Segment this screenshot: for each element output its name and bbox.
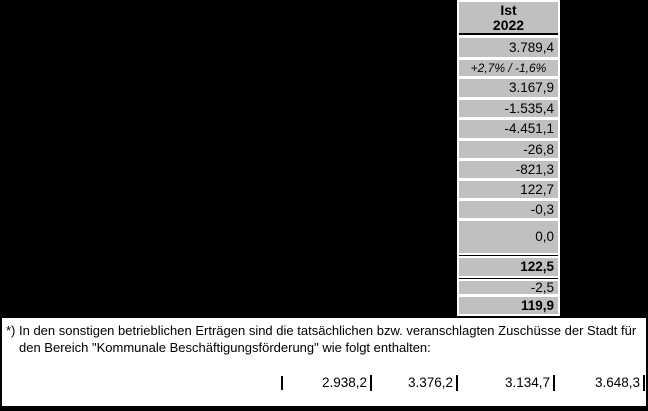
footnote-line1: *) In den sonstigen betrieblichen Erträgen sind die tatsächlichen bzw. veranschlagten Zuschüsse der Stadt für [6, 323, 637, 338]
footnote-value-4: 3.648,3 [555, 375, 645, 391]
value-cell: -26,8 [459, 141, 558, 158]
value-cell: 122,7 [459, 181, 558, 198]
footnote-value-2: 3.376,2 [371, 375, 458, 391]
value-cell: -1.535,4 [459, 100, 558, 117]
column-header [459, 2, 558, 35]
footnote-value-3: 3.134,7 [458, 375, 555, 391]
value-cell-umsatzerloese: 3.789,4 [459, 38, 558, 57]
value-cell: 0,0 [459, 221, 558, 253]
column-header-line2: 2022 [492, 17, 525, 33]
ist-2022-column [457, 0, 560, 316]
footnote-value-1: 2.938,2 [285, 375, 372, 391]
column-separator-bar [281, 376, 283, 390]
subtotal-cell: 122,5 [459, 258, 558, 276]
subtotal-top-rule [459, 255, 558, 256]
value-cell: -821,3 [459, 161, 558, 178]
value-cell: -0,3 [459, 201, 558, 218]
footnote-line2: den Bereich "Kommunale Beschäftigungsförderung" wie folgt enthalten: [19, 340, 431, 355]
result-cell: 119,9 [459, 297, 558, 314]
column-header-line1: Ist [500, 2, 517, 18]
value-cell: -2,5 [459, 281, 558, 294]
value-cell: 3.167,9 [459, 79, 558, 97]
value-cell-percent-change: +2,7% / -1,6% [459, 60, 558, 76]
value-cell: -4.451,1 [459, 120, 558, 138]
footnote-box [2, 318, 646, 406]
subtotal-bottom-rule [459, 278, 558, 279]
